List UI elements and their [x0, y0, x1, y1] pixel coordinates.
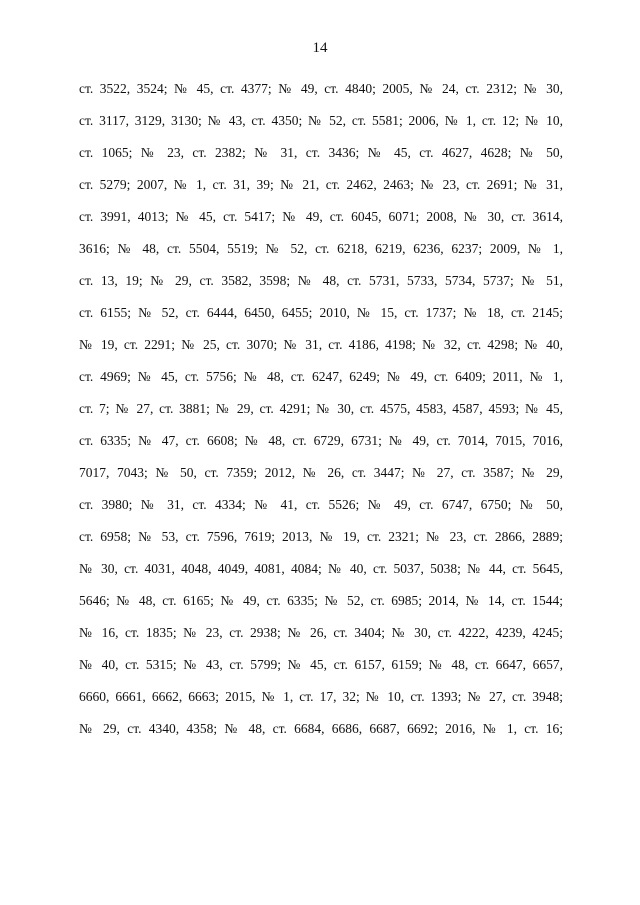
- body-text: [79, 80, 563, 752]
- text-line: 7017, 7043; № 50, ст. 7359; 2012, № 26, ст. 3447; № 27, ст. 3587; № 29,: [79, 465, 563, 480]
- text-line: 5646; № 48, ст. 6165; № 49, ст. 6335; № 52, ст. 6985; 2014, № 14, ст. 1544;: [79, 593, 563, 608]
- text-line: № 29, ст. 4340, 4358; № 48, ст. 6684, 6686, 6687, 6692; 2016, № 1, ст. 16;: [79, 721, 563, 736]
- text-line: ст. 7; № 27, ст. 3881; № 29, ст. 4291; № 30, ст. 4575, 4583, 4587, 4593; № 45,: [79, 401, 563, 416]
- text-line: 3616; № 48, ст. 5504, 5519; № 52, ст. 6218, 6219, 6236, 6237; 2009, № 1,: [79, 241, 563, 256]
- text-line: ст. 3991, 4013; № 45, ст. 5417; № 49, ст. 6045, 6071; 2008, № 30, ст. 3614,: [79, 209, 563, 224]
- text-line: № 16, ст. 1835; № 23, ст. 2938; № 26, ст. 3404; № 30, ст. 4222, 4239, 4245;: [79, 625, 563, 640]
- text-line: ст. 6958; № 53, ст. 7596, 7619; 2013, № 19, ст. 2321; № 23, ст. 2866, 2889;: [79, 529, 563, 544]
- text-line: 6660, 6661, 6662, 6663; 2015, № 1, ст. 17, 32; № 10, ст. 1393; № 27, ст. 3948;: [79, 689, 563, 704]
- text-line: ст. 6155; № 52, ст. 6444, 6450, 6455; 2010, № 15, ст. 1737; № 18, ст. 2145;: [79, 305, 563, 320]
- text-line: ст. 13, 19; № 29, ст. 3582, 3598; № 48, ст. 5731, 5733, 5734, 5737; № 51,: [79, 273, 563, 288]
- text-line: ст. 3522, 3524; № 45, ст. 4377; № 49, ст. 4840; 2005, № 24, ст. 2312; № 30,: [79, 81, 563, 96]
- text-line: ст. 3117, 3129, 3130; № 43, ст. 4350; № 52, ст. 5581; 2006, № 1, ст. 12; № 10,: [79, 113, 563, 128]
- text-line: ст. 3980; № 31, ст. 4334; № 41, ст. 5526; № 49, ст. 6747, 6750; № 50,: [79, 497, 563, 512]
- text-line: № 40, ст. 5315; № 43, ст. 5799; № 45, ст. 6157, 6159; № 48, ст. 6647, 6657,: [79, 657, 563, 672]
- text-line: ст. 6335; № 47, ст. 6608; № 48, ст. 6729, 6731; № 49, ст. 7014, 7015, 7016,: [79, 433, 563, 448]
- text-line: ст. 4969; № 45, ст. 5756; № 48, ст. 6247, 6249; № 49, ст. 6409; 2011, № 1,: [79, 369, 563, 384]
- text-line: № 19, ст. 2291; № 25, ст. 3070; № 31, ст. 4186, 4198; № 32, ст. 4298; № 40,: [79, 337, 563, 352]
- text-line: ст. 5279; 2007, № 1, ст. 31, 39; № 21, ст. 2462, 2463; № 23, ст. 2691; № 31,: [79, 177, 563, 192]
- page-number: 14: [312, 40, 328, 56]
- text-line: ст. 1065; № 23, ст. 2382; № 31, ст. 3436; № 45, ст. 4627, 4628; № 50,: [79, 145, 563, 160]
- text-line: № 30, ст. 4031, 4048, 4049, 4081, 4084; № 40, ст. 5037, 5038; № 44, ст. 5645,: [79, 561, 563, 576]
